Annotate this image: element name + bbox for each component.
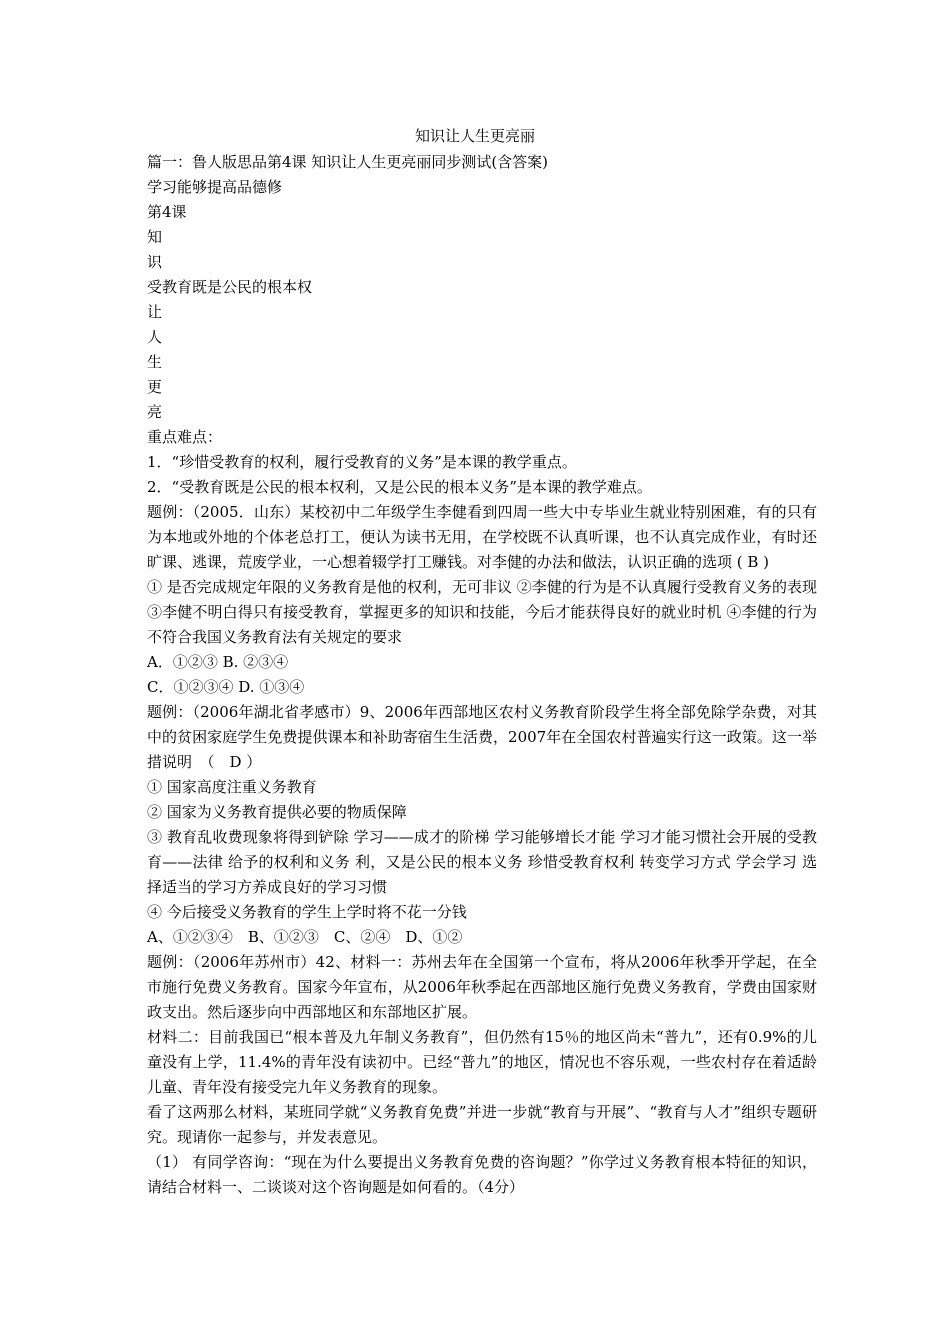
paragraph: A．①②③ B. ②③④ bbox=[147, 653, 289, 671]
paragraph: ① 国家高度注重义务教育 bbox=[147, 778, 317, 796]
paragraph: 篇一：鲁人版思品第4课 知识让人生更亮丽同步测试(含答案) bbox=[147, 153, 549, 171]
document-body bbox=[147, 150, 817, 1200]
paragraph: 重点难点： bbox=[147, 428, 223, 446]
paragraph: 让 bbox=[147, 303, 163, 321]
paragraph: 学习能够提高品德修 bbox=[147, 178, 283, 196]
paragraph: ① 是否完成规定年限的义务教育是他的权利，无可非议 ②李健的行为是不认真履行受教育义务的表现 ③李健不明白得只有接受教育，掌握更多的知识和技能，今后才能获得良好的就业时机 ④李健的行为不符合我国义务教育法有关规定的要求 bbox=[147, 578, 817, 646]
paragraph: 人 bbox=[147, 328, 163, 346]
paragraph: 2．“受教育既是公民的根本权利，又是公民的根本义务”是本课的教学难点。 bbox=[147, 478, 652, 496]
paragraph: 1．“珍惜受教育的权利，履行受教育的义务”是本课的教学重点。 bbox=[147, 453, 577, 471]
paragraph: 受教育既是公民的根本权 bbox=[147, 278, 313, 296]
paragraph: 题例：（2005．山东）某校初中二年级学生李健看到四周一些大中专毕业生就业特别困难，有的只有为本地或外地的个体老总打工，便认为读书无用，在学校既不认真听课，也不认真完成作业，有时还旷课、逃课，荒废学业，一心想着辍学打工赚钱。对李健的办法和做法，认识正确的选项 ( B ) bbox=[147, 503, 817, 571]
document-title: 知识让人生更亮丽 bbox=[414, 127, 535, 145]
paragraph: 生 bbox=[147, 353, 163, 371]
paragraph: 更 bbox=[147, 378, 163, 396]
paragraph: ③ 教育乱收费现象将得到铲除 学习——成才的阶梯 学习能够增长才能 学习才能习惯社会开展的受教育——法律 给予的权利和义务 利，又是公民的根本义务 珍惜受教育权利 转变学习方式 学会学习 选择适当的学习方养成良好的学习习惯 bbox=[147, 828, 817, 896]
paragraph: 材料二：目前我国已“根本普及九年制义务教育”，但仍然有15％的地区尚未“普九”，还有0.9%的儿童没有上学，11.4%的青年没有读初中。已经“普九”的地区，情况也不容乐观，一些农村存在着适龄儿童、青年没有接受完九年义务教育的现象。 bbox=[147, 1028, 817, 1096]
paragraph: ④ 今后接受义务教育的学生上学时将不花一分钱 bbox=[147, 903, 467, 921]
paragraph: 知 bbox=[147, 228, 163, 246]
paragraph: 亮 bbox=[147, 403, 163, 421]
paragraph: C．①②③④ D. ①③④ bbox=[147, 678, 305, 696]
paragraph: ② 国家为义务教育提供必要的物质保障 bbox=[147, 803, 407, 821]
paragraph: 题例：（2006年湖北省孝感市）9、2006年西部地区农村义务教育阶段学生将全部免除学杂费，对其中的贫困家庭学生免费提供课本和补助寄宿生生活费，2007年在全国农村普遍实行这一政策。这一举措说明 （ D ） bbox=[147, 703, 817, 771]
paragraph: 识 bbox=[147, 253, 163, 271]
paragraph: 看了这两那么材料，某班同学就“义务教育免费”并进一步就“教育与开展”、“教育与人才”组织专题研究。现请你一起参与，并发表意见。 bbox=[147, 1103, 817, 1146]
paragraph: 第4课 bbox=[147, 203, 187, 221]
paragraph: 题例：（2006年苏州市）42、材料一：苏州去年在全国第一个宣布，将从2006年秋季开学起，在全市施行免费义务教育。国家今年宣布，从2006年秋季起在西部地区施行免费义务教育，学费由国家财政支出。然后逐步向中西部地区和东部地区扩展。 bbox=[147, 953, 817, 1021]
paragraph: A、①②③④ B、①②③ C、②④ D、①② bbox=[147, 928, 463, 946]
paragraph: （1） 有同学咨询：“现在为什么要提出义务教育免费的咨询题？”你学过义务教育根本特征的知识，请结合材料一、二谈谈对这个咨询题是如何看的。（4分） bbox=[147, 1153, 817, 1196]
